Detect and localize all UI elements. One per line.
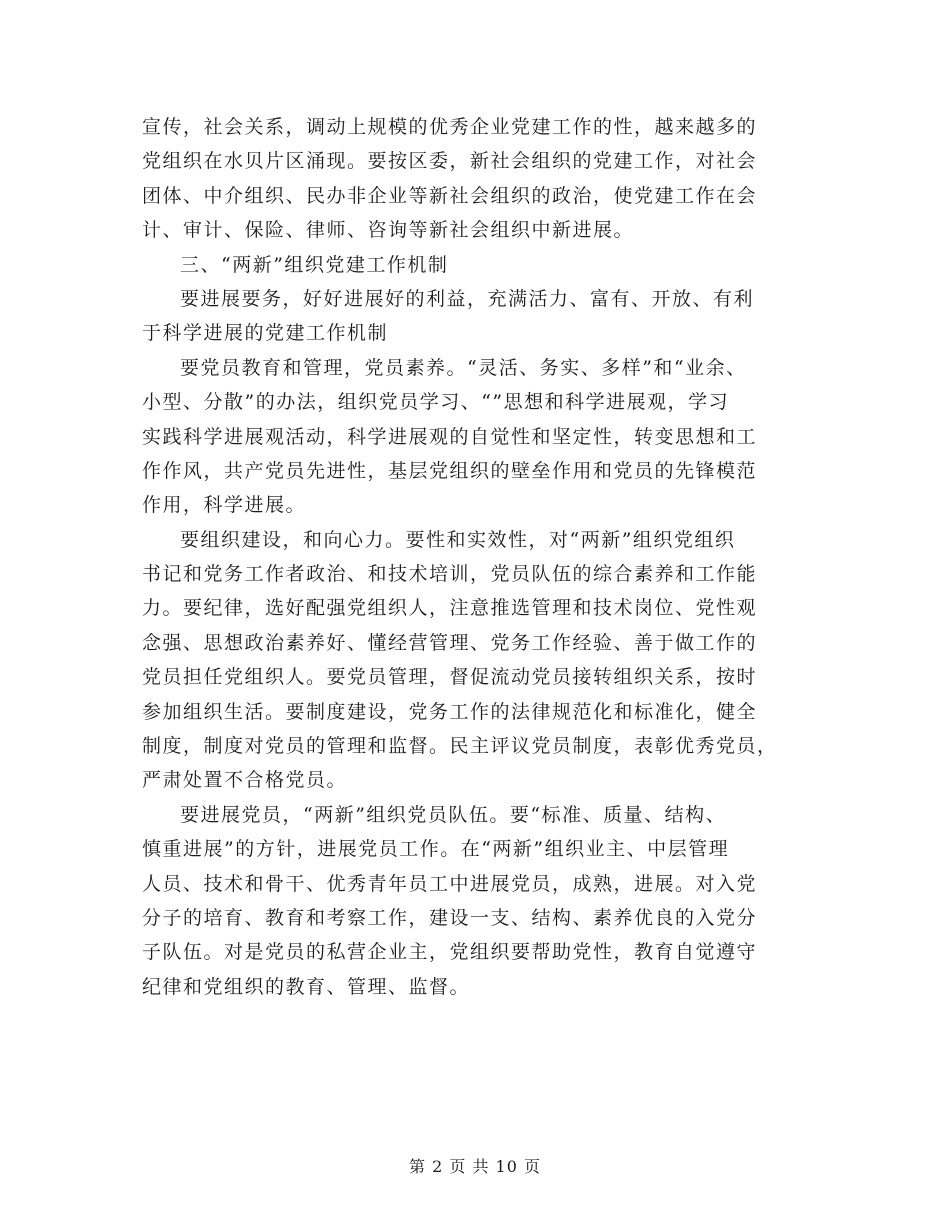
text-line: 慎重进展”的方针，进展党员工作。在“两新”组织业主、中层管理 [142,838,730,861]
text-line: 人员、技术和骨干、优秀青年员工中进展党员，成熟，进展。对入党 [142,872,758,895]
text-line: 严肃处置不合格党员。 [142,769,348,792]
text-line: 念强、思想政治素养好、懂经营管理、党务工作经验、善于做工作的 [142,631,758,654]
text-line: 作作风，共产党员先进性，基层党组织的壁垒作用和党员的先锋模范 [142,459,758,482]
text-line: 党员担任党组织人。要党员管理，督促流动党员接转组织关系，按时 [142,666,758,689]
paragraph-first-line: 要党员教育和管理，党员素养。“灵活、务实、多样”和“业余、 [180,356,747,379]
section-heading: 三、“两新”组织党建工作机制 [180,253,449,276]
text-line: 纪律和党组织的教育、管理、监督。 [142,975,471,998]
text-line: 宣传，社会关系，调动上规模的优秀企业党建工作的性，越来越多的 [142,116,758,138]
text-line: 团体、中介组织、民办非企业等新社会组织的政治，使党建工作在会 [142,184,758,207]
document-body [142,110,802,1004]
text-line: 党组织在水贝片区涌现。要按区委，新社会组织的党建工作，对社会 [142,150,758,173]
text-line: 书记和党务工作者政治、和技术培训，党员队伍的综合素养和工作能 [142,563,758,586]
text-line: 实践科学进展观活动，科学进展观的自觉性和坚定性，转变思想和工 [142,425,758,448]
page-number-footer: 第 2 页 共 10 页 [409,1157,541,1176]
text-line: 子队伍。对是党员的私营企业主，党组织要帮助党性，教育自觉遵守 [142,941,758,964]
text-line: 小型、分散”的办法，组织党员学习、“”思想和科学进展观，学习 [142,391,730,414]
paragraph-first-line: 要进展党员，“两新”组织党员队伍。要“标准、质量、结构、 [180,803,727,826]
text-line: 参加组织生活。要制度建设，党务工作的法律规范化和标准化，健全 [142,700,758,723]
paragraph-first-line: 要组织建设，和向心力。要性和实效性，对“两新”组织党组织 [180,528,736,551]
text-line: 作用，科学进展。 [142,494,307,517]
text-line: 于科学进展的党建工作机制 [142,322,389,345]
text-line: 分子的培育、教育和考察工作，建设一支、结构、素养优良的入党分 [142,906,758,929]
text-line: 力。要纪律，选好配强党组织人，注意推选管理和技术岗位、党性观 [142,597,758,620]
paragraph-first-line: 要进展要务，好好进展好的利益，充满活力、富有、开放、有利 [180,287,755,310]
text-line: 制度，制度对党员的管理和监督。民主评议党员制度，表彰优秀党员， [142,735,778,758]
text-line: 计、审计、保险、律师、咨询等新社会组织中新进展。 [142,219,635,242]
